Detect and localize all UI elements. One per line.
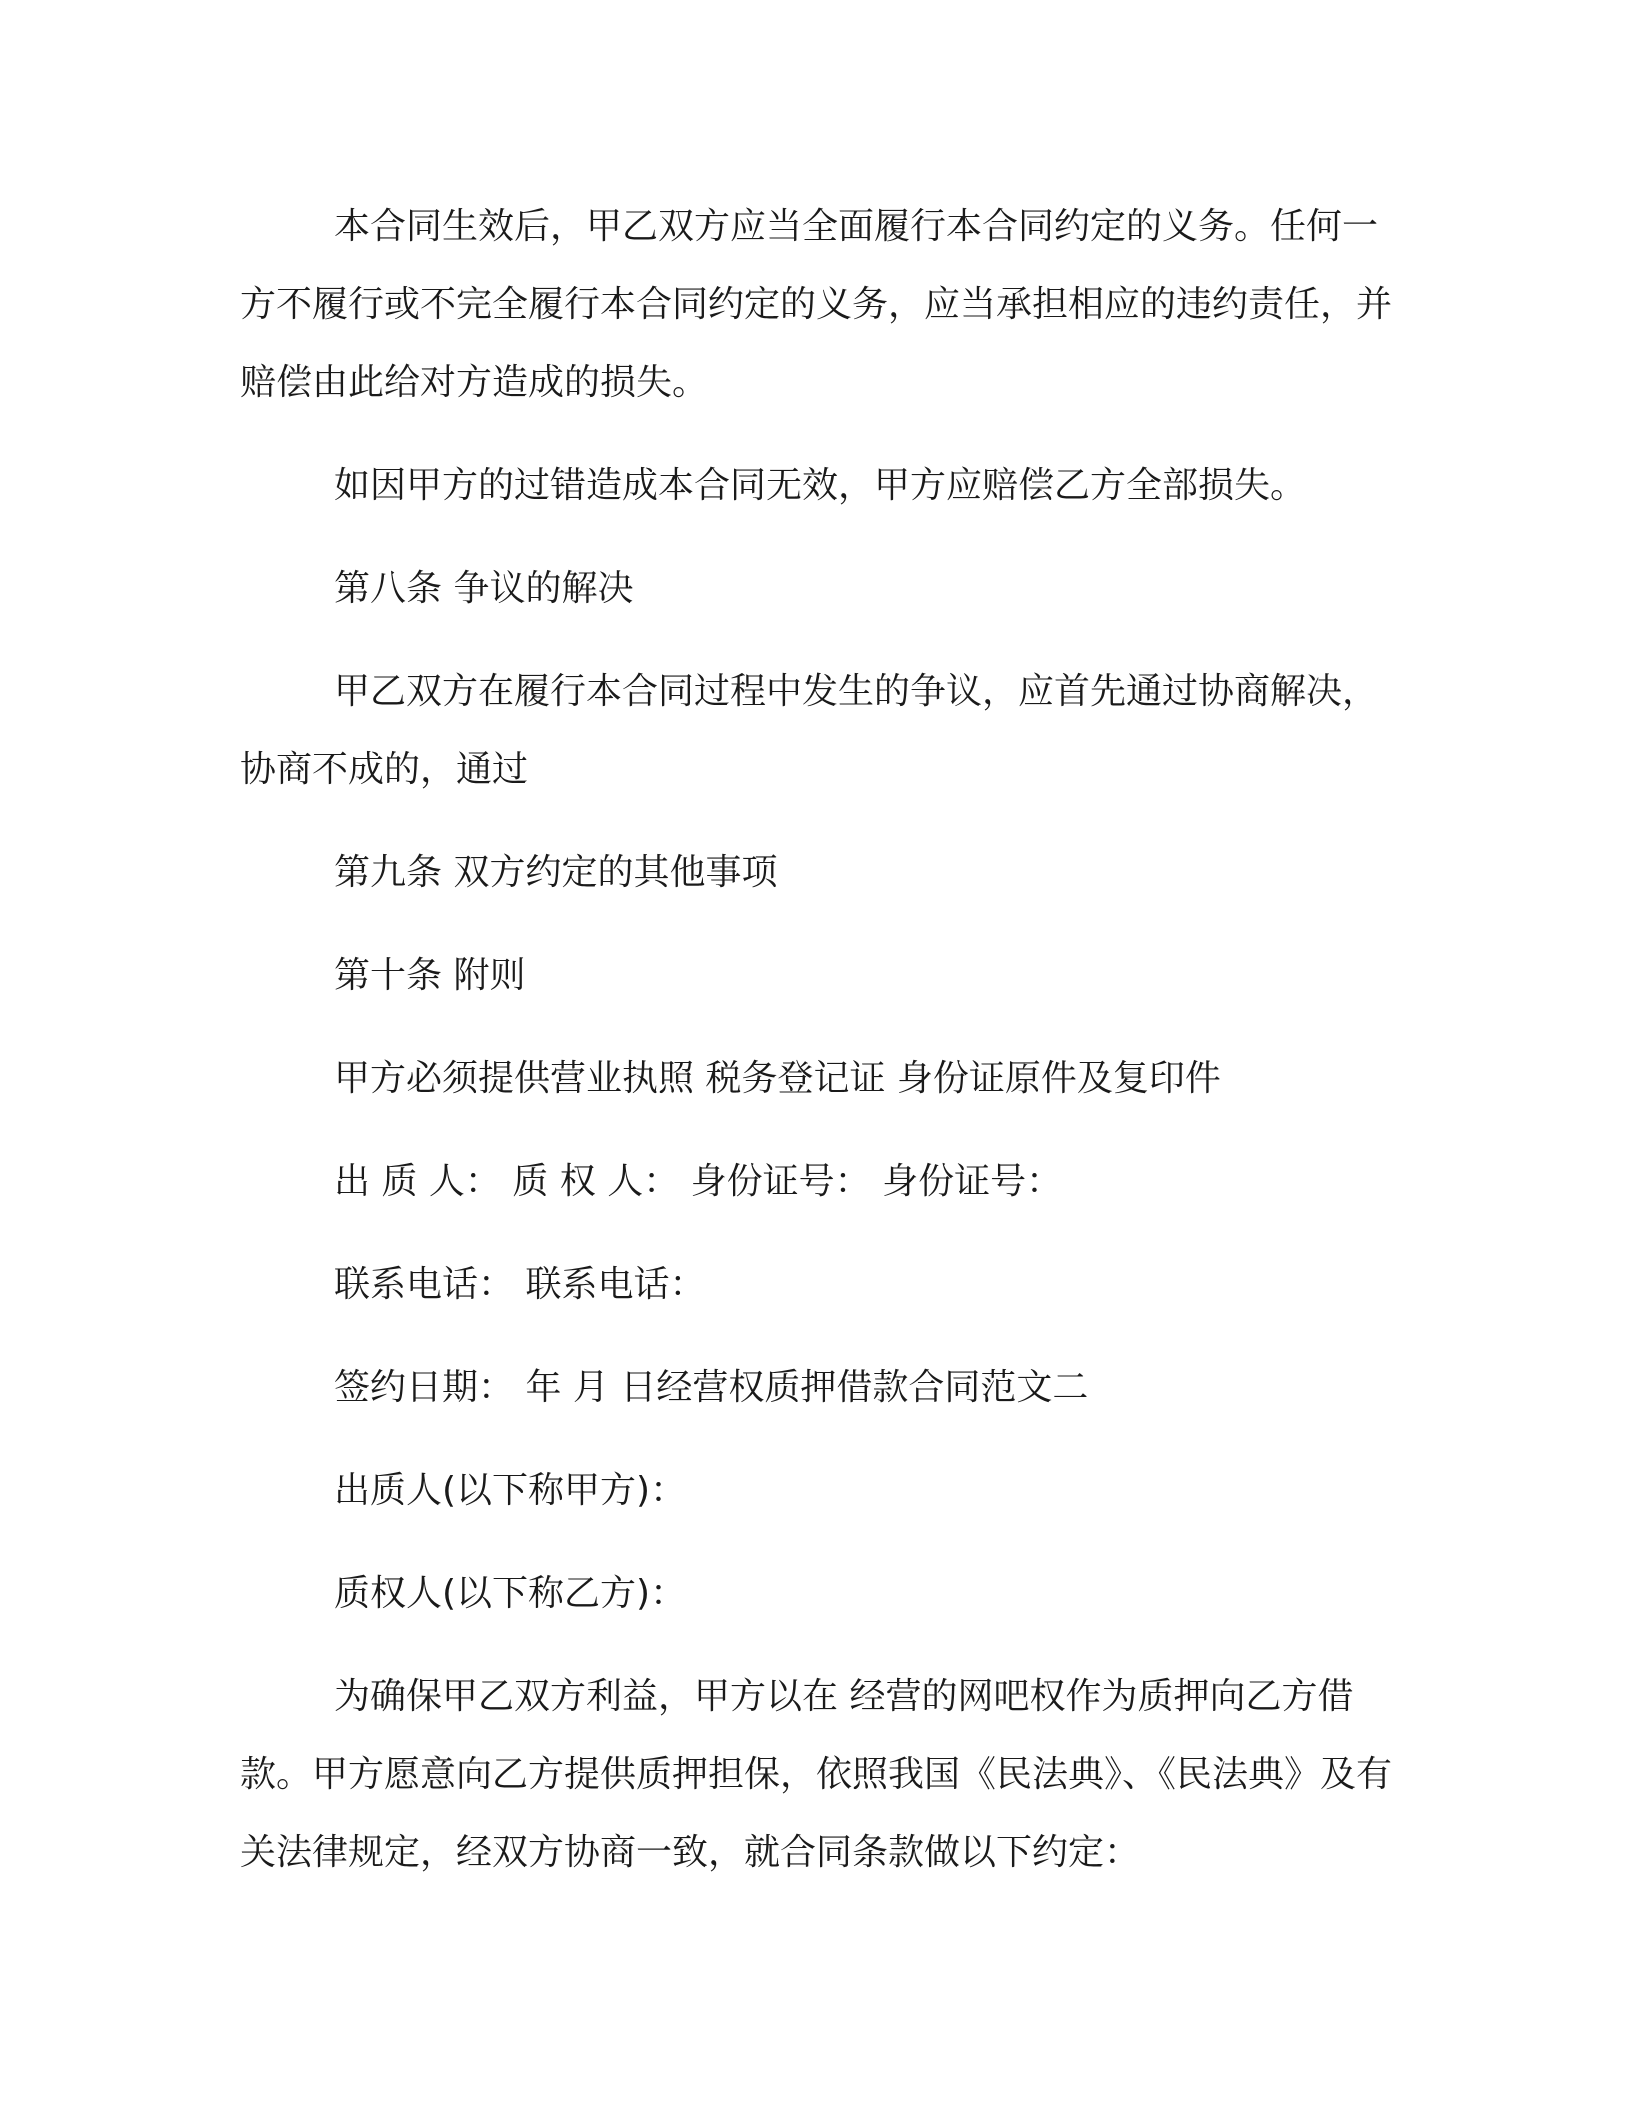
paragraph-required-documents: 甲方必须提供营业执照 税务登记证 身份证原件及复印件	[334, 1058, 1221, 1099]
heading-article-8: 第八条 争议的解决	[334, 568, 634, 609]
paragraph-dispute-resolution: 甲乙双方在履行本合同过程中发生的争议，应首先通过协商解决，协商不成的，通过	[240, 671, 1379, 790]
pledgee-line: 质权人(以下称乙方)：	[334, 1573, 687, 1614]
signature-date-line: 签约日期： 年 月 日经营权质押借款合同范文二	[334, 1367, 1089, 1408]
heading-article-10: 第十条 附则	[334, 955, 526, 996]
paragraph-preamble: 为确保甲乙双方利益，甲方以在 经营的网吧权作为质押向乙方借款。甲方愿意向乙方提供质押担保，依照我国《民法典》、《民法典》及有关法律规定，经双方协商一致，就合同条款做以下约定：	[240, 1676, 1393, 1873]
signature-phone-line: 联系电话： 联系电话：	[334, 1264, 706, 1305]
pledgor-line: 出质人(以下称甲方)：	[334, 1470, 687, 1511]
signature-parties-line: 出 质 人： 质 权 人： 身份证号： 身份证号：	[334, 1161, 1063, 1202]
paragraph-contract-invalid: 如因甲方的过错造成本合同无效，甲方应赔偿乙方全部损失。	[334, 465, 1307, 506]
document-body	[240, 188, 1410, 1917]
heading-article-9: 第九条 双方约定的其他事项	[334, 852, 778, 893]
paragraph-breach-liability: 本合同生效后，甲乙双方应当全面履行本合同约定的义务。任何一方不履行或不完全履行本合同约定的义务，应当承担相应的违约责任，并赔偿由此给对方造成的损失。	[240, 206, 1393, 403]
